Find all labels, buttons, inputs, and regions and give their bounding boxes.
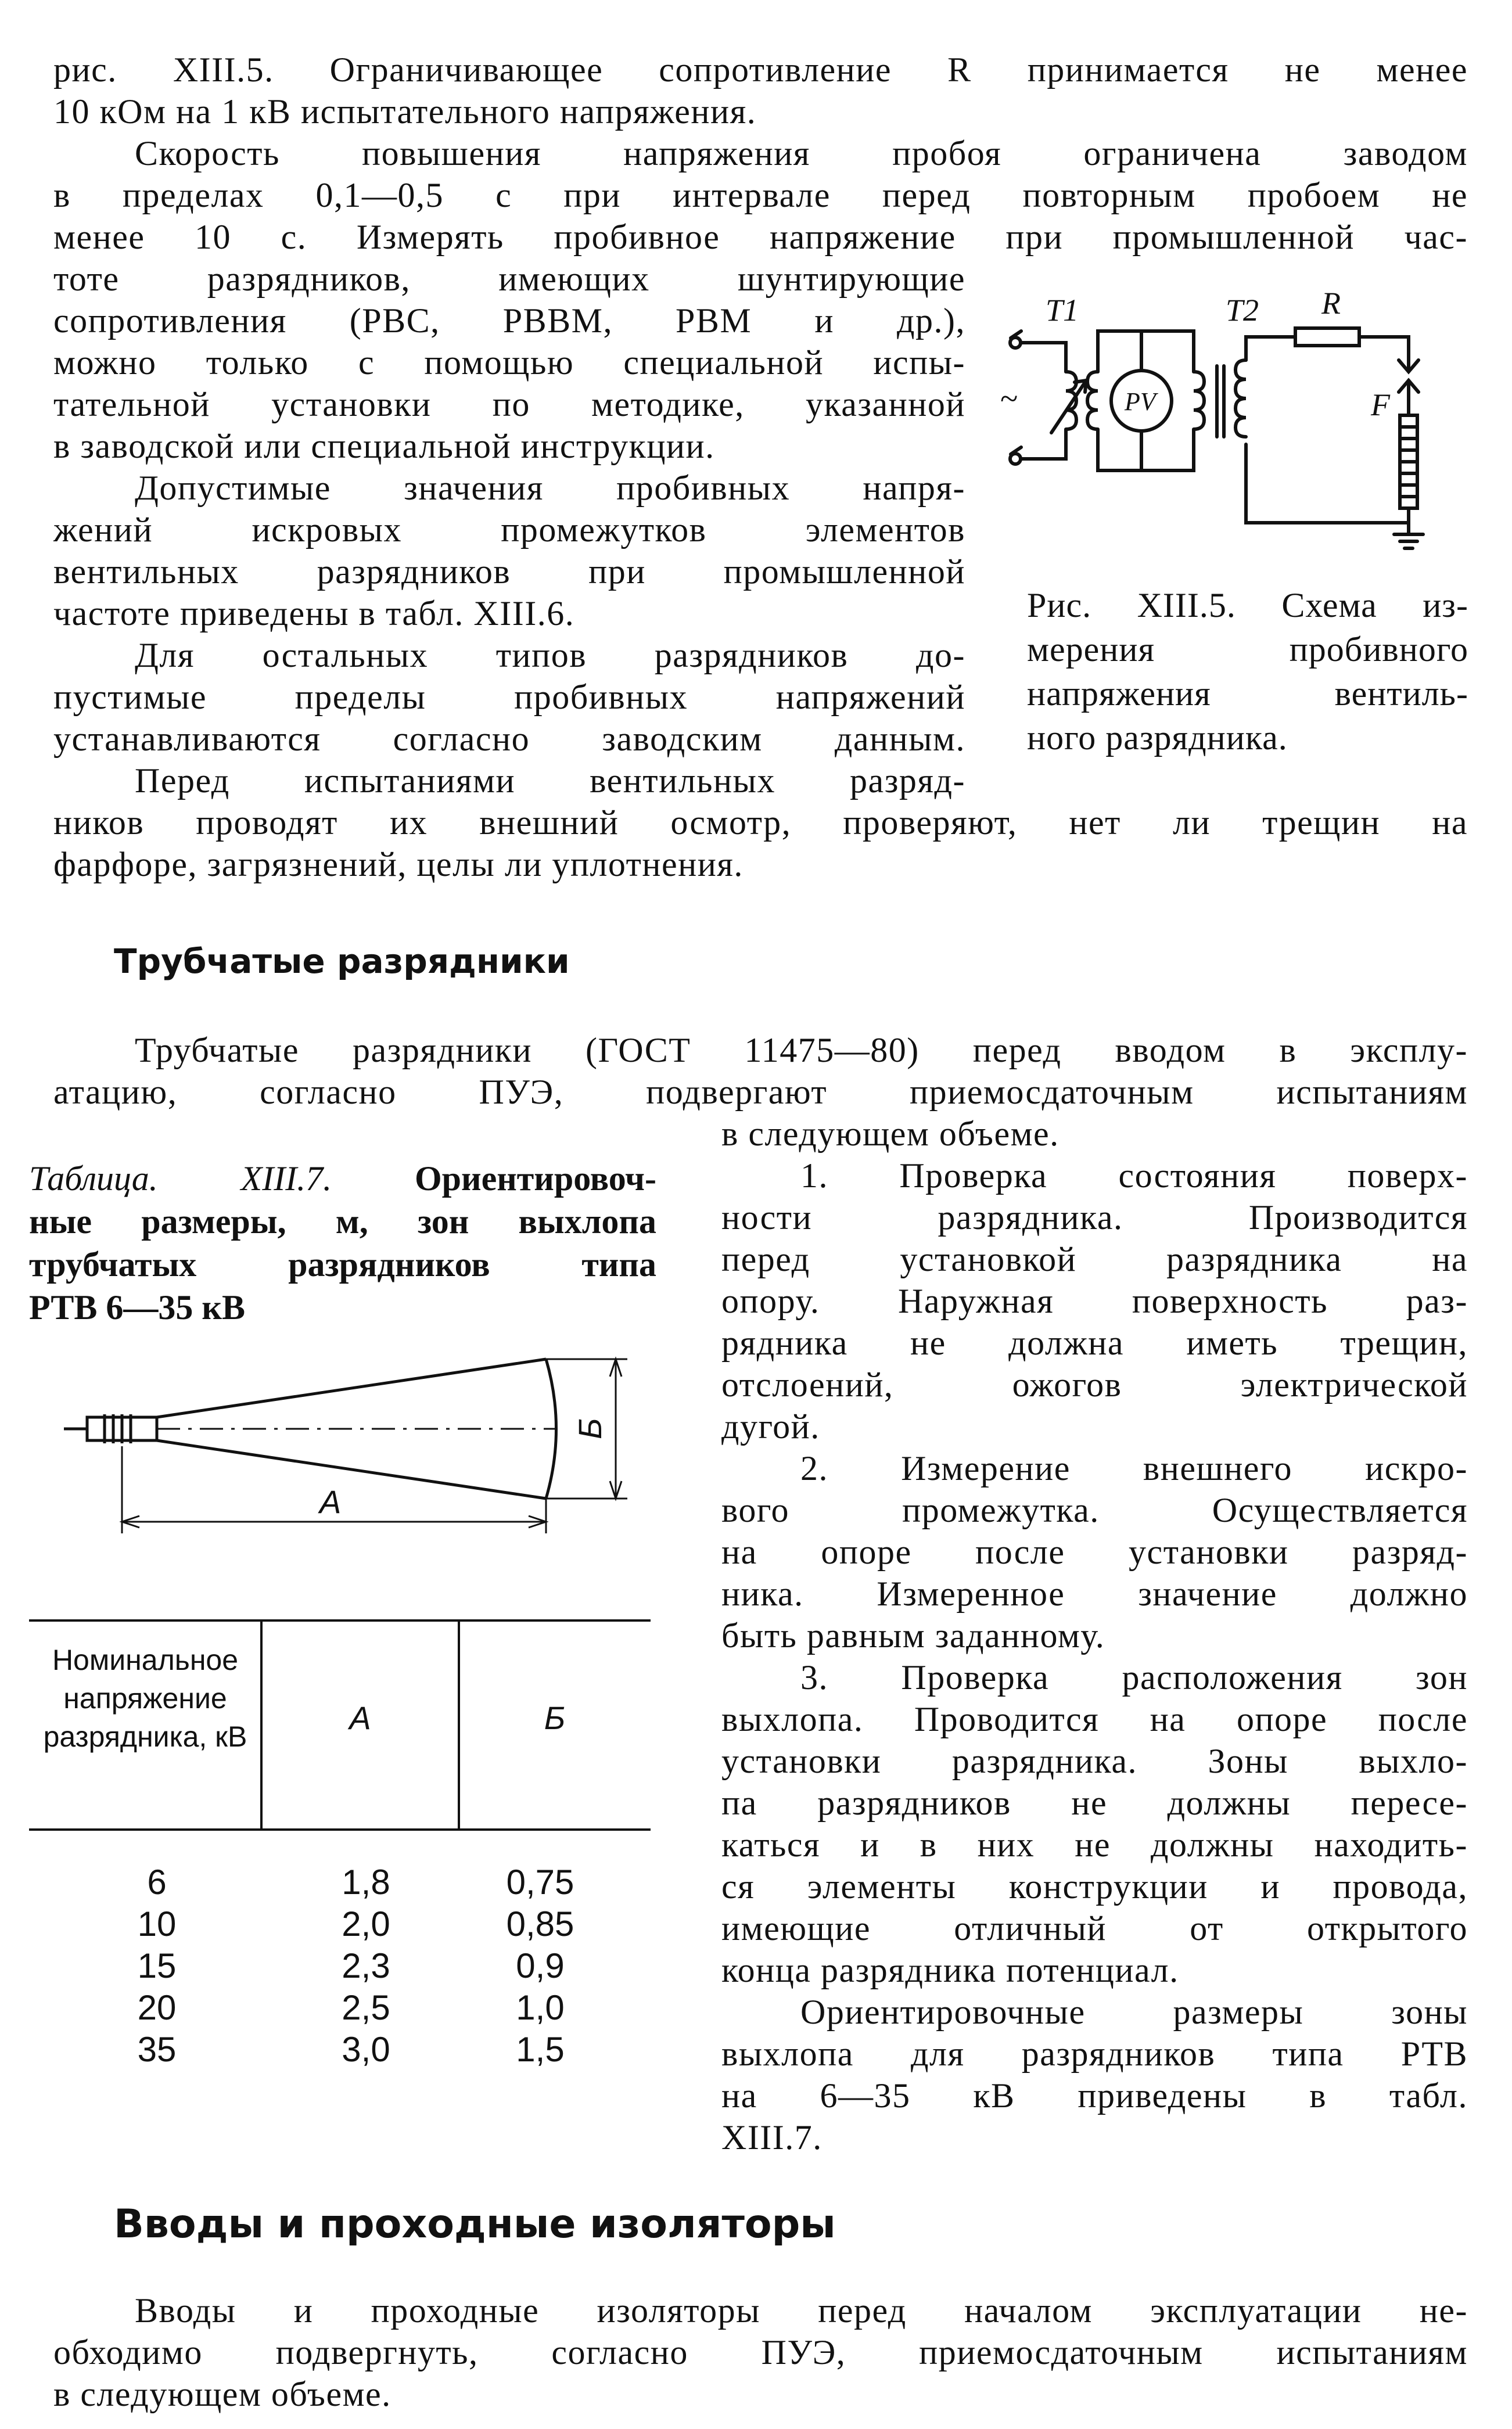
t2-primary-coil [1194, 372, 1204, 429]
text-line: в заводской или специальной инструкции. [53, 427, 715, 465]
label-r: R [1321, 286, 1341, 321]
cell-a: 2,0 [342, 1905, 390, 1943]
label-t2: T2 [1226, 293, 1259, 328]
section-heading-bushings: Вводы и проходные изоляторы [114, 2201, 836, 2247]
t2-secondary-coil [1236, 360, 1246, 437]
label-pv: PV [1125, 387, 1156, 416]
cell-voltage: 6 [147, 1863, 167, 1902]
text-line: менее 10 с. Измерять пробивное напряжение при промышленной час- [53, 218, 1468, 256]
text-line: 10 кОм на 1 кВ испытательного напряжения. [53, 92, 757, 131]
dim-label-a: А [319, 1483, 342, 1520]
cell-voltage: 35 [137, 2030, 177, 2069]
text-line: каться и в них не должны находить- [721, 1826, 1468, 1864]
resistor-r [1295, 328, 1359, 346]
caption-text: Ориентировоч- [415, 1159, 656, 1198]
text-line: выхлопа. Проводится на опоре после [721, 1700, 1468, 1738]
caption-line: мерения пробивного [1027, 630, 1468, 669]
text-line: в следующем объеме. [721, 1115, 1060, 1153]
text-line: в следующем объеме. [53, 2375, 392, 2413]
text-line: конца разрядника потенциал. [721, 1951, 1179, 1989]
caption-line: ные размеры, м, зон выхлопа [29, 1202, 656, 1241]
text-line: тоте разрядников, имеющих шунтирующие [53, 260, 965, 298]
cell-voltage: 10 [137, 1905, 177, 1943]
caption-line: трубчатых разрядников типа [29, 1245, 656, 1284]
cell-b: 0,75 [506, 1863, 574, 1902]
text-line: выхлопа для разрядников типа РТВ [721, 2035, 1468, 2073]
cell-a: 1,8 [342, 1863, 390, 1902]
caption-line: ного разрядника. [1027, 718, 1288, 757]
text-line: перед установкой разрядника на [721, 1240, 1468, 1278]
table-header-a: А [349, 1699, 371, 1736]
text-line: рис. XIII.5. Ограничивающее сопротивление R принимается не менее [53, 51, 1468, 89]
caption-line: РТВ 6—35 кВ [29, 1288, 246, 1327]
text-line: 1. Проверка состояния поверх- [800, 1156, 1468, 1195]
text-line: Для остальных типов разрядников до- [135, 636, 965, 674]
cell-voltage: 15 [137, 1946, 177, 1985]
table-number: Таблица. XIII.7. [29, 1159, 332, 1198]
text-line: ности разрядника. Производится [721, 1198, 1468, 1237]
text-line: Скорость повышения напряжения пробоя ограничена заводом [135, 134, 1468, 173]
text-line: Ориентировочные размеры зоны [800, 1993, 1468, 2031]
text-line: Трубчатые разрядники (ГОСТ 11475—80) перед вводом в эксплу- [135, 1031, 1468, 1069]
text-line: отслоений, ожогов электрической [721, 1366, 1468, 1404]
label-t1: T1 [1046, 293, 1079, 328]
cell-b: 1,0 [516, 1988, 565, 2027]
text-line: па разрядников не должны пересе- [721, 1784, 1468, 1822]
zone-lower-edge [157, 1440, 546, 1499]
text-line: дугой. [721, 1407, 820, 1446]
text-line: устанавливаются согласно заводским данным. [53, 720, 965, 758]
text-line: фарфоре, загрязнений, целы ли уплотнения. [53, 845, 744, 883]
table-caption [29, 1157, 656, 1329]
caption-line: Рис. XIII.5. Схема из- [1027, 586, 1468, 624]
text-line: на 6—35 кВ приведены в табл. [721, 2076, 1468, 2115]
text-line: пустимые пределы пробивных напряжений [53, 678, 965, 716]
cell-b: 0,85 [506, 1905, 574, 1943]
text-line: Перед испытаниями вентильных разряд- [135, 761, 965, 800]
cell-a: 2,5 [342, 1988, 390, 2027]
table-header-voltage: Номинальное напряжение разрядника, кВ [43, 1644, 247, 1753]
text-line: частоте приведены в табл. XIII.6. [53, 594, 575, 633]
caption-line [29, 1157, 656, 1200]
text-line: Вводы и проходные изоляторы перед началом эксплуатации не- [135, 2291, 1468, 2330]
exhaust-zone-diagram [41, 1336, 668, 1615]
text-line: можно только с помощью специальной испы- [53, 343, 965, 382]
text-line: XIII.7. [721, 2118, 823, 2157]
figure-caption [1027, 583, 1468, 760]
section-heading-tubular: Трубчатые разрядники [114, 942, 570, 981]
text-line: установки разрядника. Зоны выхло- [721, 1742, 1468, 1780]
cell-b: 1,5 [516, 2030, 565, 2069]
text-line: быть равным заданному. [721, 1616, 1105, 1655]
text-line: имеющие отличный от открытого [721, 1909, 1468, 1947]
text-line: на опоре после установки разряд- [721, 1533, 1468, 1571]
text-line: обходимо подвергнуть, согласно ПУЭ, приемосдаточным испытаниям [53, 2333, 1468, 2371]
caption-line: напряжения вентиль- [1027, 674, 1468, 713]
cell-a: 2,3 [342, 1946, 390, 1985]
text-line: ника. Измеренное значение должно [721, 1575, 1468, 1613]
zone-upper-edge [157, 1359, 546, 1417]
label-ac: ~ [1000, 381, 1018, 417]
circuit-diagram [987, 285, 1499, 563]
text-line: вого промежутка. Осуществляется [721, 1491, 1468, 1529]
dim-label-b: Б [572, 1418, 608, 1439]
text-line: сопротивления (РВС, РВВМ, РВМ и др.), [53, 301, 965, 340]
text-line: в пределах 0,1—0,5 с при интервале перед повторным пробоем не [53, 176, 1468, 214]
text-line: тательной установки по методике, указанной [53, 385, 965, 423]
text-line: Допустимые значения пробивных напря- [135, 469, 965, 507]
text-line: вентильных разрядников при промышленной [53, 552, 965, 591]
cell-voltage: 20 [137, 1988, 177, 2027]
text-line: атацию, согласно ПУЭ, подвергают приемосдаточным испытаниям [53, 1073, 1468, 1111]
label-f: F [1371, 387, 1390, 422]
text-line: опору. Наружная поверхность раз- [721, 1282, 1468, 1320]
t1-secondary-coil [1087, 372, 1098, 429]
cell-b: 0,9 [516, 1946, 565, 1985]
text-line: жений искровых промежутков элементов [53, 511, 965, 549]
cell-a: 3,0 [342, 2030, 390, 2069]
text-line: ников проводят их внешний осмотр, проверяют, нет ли трещин на [53, 803, 1468, 842]
text-line: ся элементы конструкции и провода, [721, 1867, 1468, 1906]
text-line: рядника не должна иметь трещин, [721, 1324, 1468, 1362]
text-line: 2. Измерение внешнего искро- [800, 1449, 1468, 1487]
text-line: 3. Проверка расположения зон [800, 1658, 1468, 1697]
table-header-b: Б [544, 1699, 566, 1736]
